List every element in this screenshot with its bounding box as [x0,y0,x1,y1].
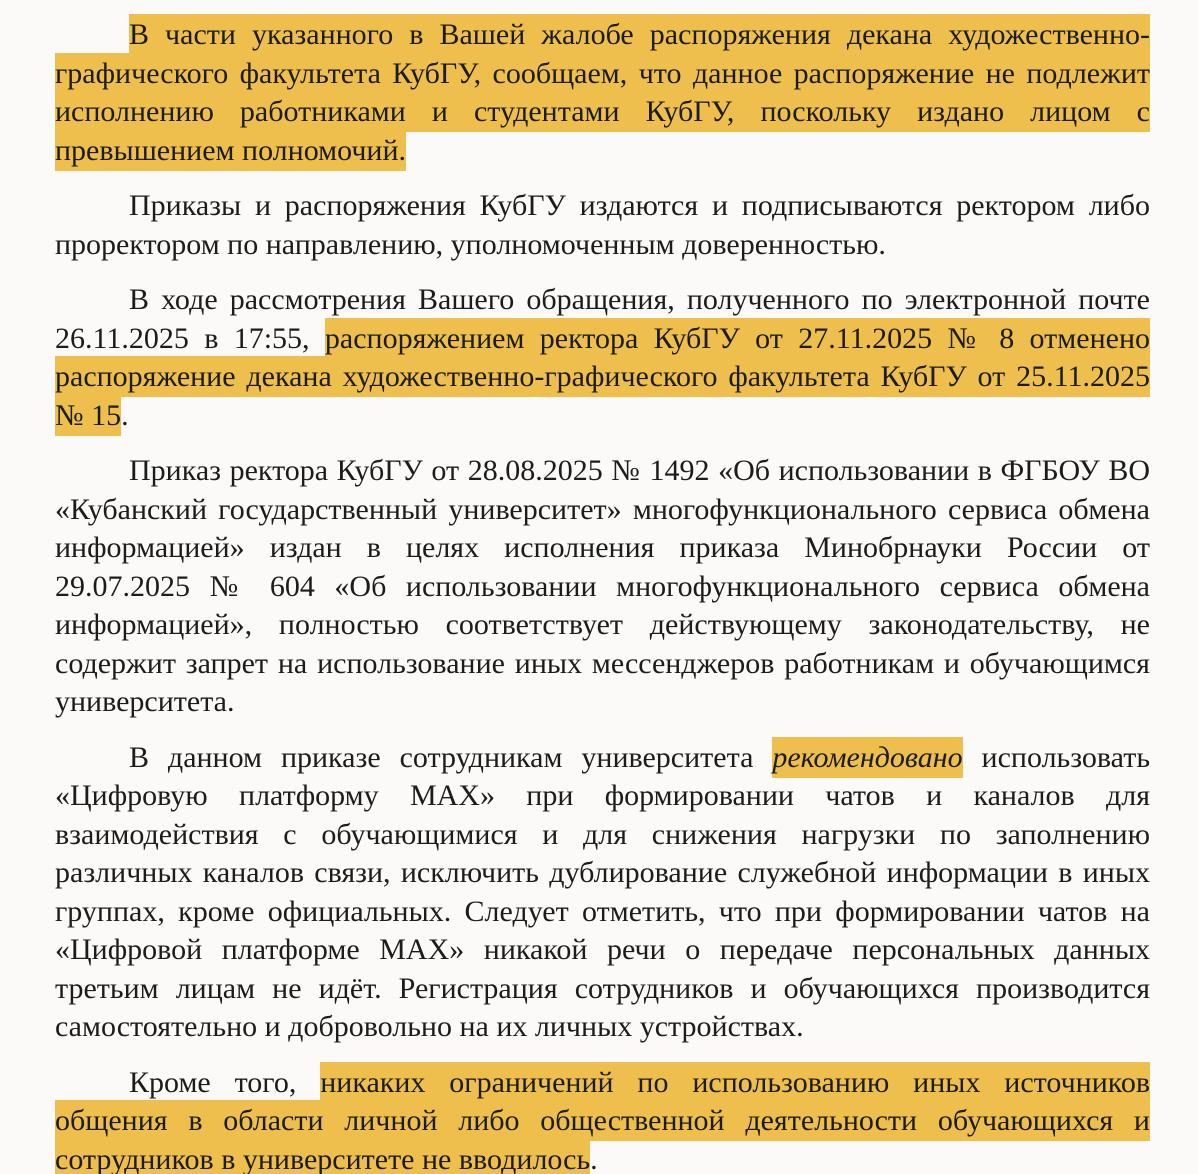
text-segment: . [121,398,129,432]
highlighted-text-segment: В части указанного в Вашей жалобе распоряжения декана художественно-графического факультета КубГУ, сообщаем, что данное распоряжение не подлежит исполнению работниками и студентами КубГУ, поскольку издано лицом с превышением полномочий. [55,14,1150,171]
text-segment: Приказ ректора КубГУ от 28.08.2025 № 1492 «Об использовании в ФГБОУ ВО «Кубанский государственный университет» многофункционального сервиса обмена информацией» издан в целях исполнения приказа Минобрнауки России от 29.07.2025 № 604 «Об использовании многофункционального сервиса обмена информацией», полностью соответствует действующему законодательству, не содержит запрет на использование иных мессенджеров работникам и обучающимся университета. [55,454,1150,718]
text-segment: Приказы и распоряжения КубГУ издаются и подписываются ректором либо проректором по направлению, уполномоченным доверенностью. [55,189,1150,261]
paragraph [55,739,1150,1047]
highlighted-text-segment: никаких ограничений по использованию иных источников общения в области личной либо общественной деятельности обучающихся и сотрудников в университете не вводилось [55,1062,1150,1174]
paragraph [55,187,1150,264]
text-segment: . [590,1142,598,1174]
text-segment: В данном приказе сотрудникам университета [129,740,773,774]
text-segment: использовать «Цифровую платформу МАХ» при формировании чатов и каналов для взаимодействия с обучающимися и для снижения нагрузки по заполнению различных каналов связи, исключить дублирование служебной информации в иных группах, кроме официальных. Следует отметить, что при формировании чатов на «Цифровой платформе МАХ» никакой речи о передаче персональных данных третьим лицам не идёт. Регистрация сотрудников и обучающихся производится самостоятельно и добровольно на их личных устройствах. [55,740,1150,1043]
text-segment: Кроме того, [129,1065,321,1099]
paragraph [55,452,1150,722]
document-body [55,16,1150,1174]
paragraph [55,16,1150,170]
highlighted-text-segment: распоряжением ректора КубГУ от 27.11.2025 № 8 отменено распоряжение декана художественно-графического факультета КубГУ от 25.11.2025 № 15 [55,318,1150,436]
highlighted-text-segment: рекомендовано [772,737,962,778]
text-segment: В ходе рассмотрения Вашего обращения, полученного по электронной почте 26.11.2025 в 17:55, [55,283,1150,355]
paragraph [55,281,1150,435]
paragraph [55,1064,1150,1174]
